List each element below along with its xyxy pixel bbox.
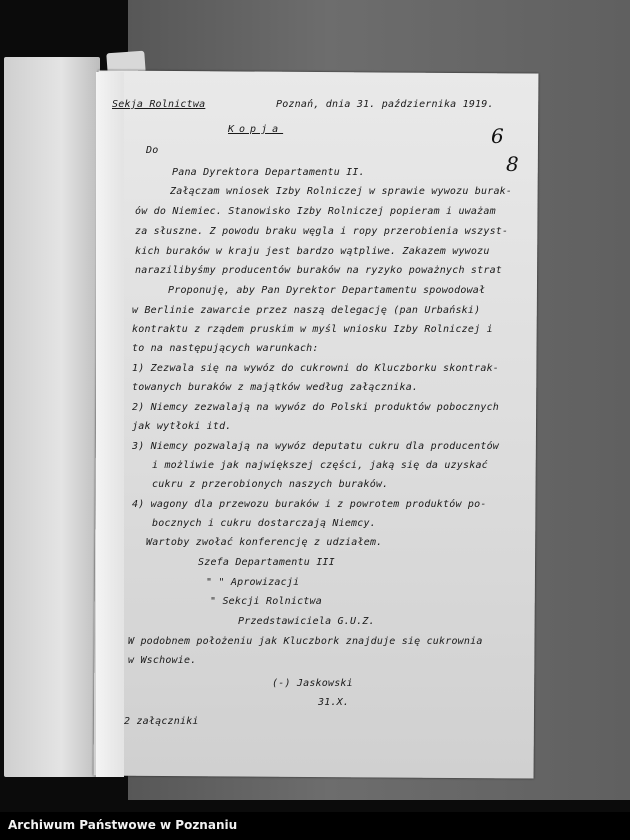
body-line: W podobnem położeniu jak Kluczbork znajduje się cukrownia xyxy=(128,636,483,647)
underlying-sheet xyxy=(4,57,100,777)
attendee-line: " Sekcji Rolnictwa xyxy=(210,596,322,607)
body-line: Proponuję, aby Pan Dyrektor Departamentu spowodował xyxy=(168,285,486,296)
body-line: ów do Niemiec. Stanowisko Izby Rolniczej popieram i uważam xyxy=(135,206,496,217)
sheet-margin-strip xyxy=(96,72,124,777)
body-line: jak wytłoki itd. xyxy=(132,421,232,432)
attachments-note: 2 załączniki xyxy=(124,716,199,727)
body-line: Załączam wniosek Izby Rolniczej w sprawie wywozu burak- xyxy=(170,186,513,197)
condition-item: 3) Niemcy pozwalają na wywóz deputatu cukru dla producentów xyxy=(132,441,500,452)
line-addressee: Pana Dyrektora Departamentu II. xyxy=(172,167,365,178)
body-line: w Wschowie. xyxy=(128,655,197,666)
condition-item: 2) Niemcy zezwalają na wywóz do Polski produktów pobocznych xyxy=(132,402,500,413)
handwritten-number-6: 6 xyxy=(491,124,504,148)
body-line: bocznych i cukru dostarczają Niemcy. xyxy=(152,518,376,529)
archive-credit: Archiwum Państwowe w Poznaniu xyxy=(8,818,238,832)
header-place-date: Poznań, dnia 31. października 1919. xyxy=(276,99,494,110)
handwritten-number-8: 8 xyxy=(506,152,519,176)
condition-item: 4) wagony dla przewozu buraków i z powrotem produktów po- xyxy=(132,499,487,510)
body-line: to na następujących warunkach: xyxy=(132,343,319,354)
signature-name: (-) Jaskowski xyxy=(272,678,353,689)
body-line: Wartoby zwołać konferencję z udziałem. xyxy=(146,537,383,548)
attendee-line: " " Aprowizacji xyxy=(206,577,300,588)
attendee-line: Szefa Departamentu III xyxy=(198,557,335,568)
body-line: za słuszne. Z powodu braku węgla i ropy przerobienia wszyst- xyxy=(135,226,509,237)
body-line: kontraktu z rządem pruskim w myśl wniosku Izby Rolniczej i xyxy=(132,324,493,335)
line-addressee-to: Do xyxy=(146,145,159,156)
attendee-line: Przedstawiciela G.U.Z. xyxy=(238,616,375,627)
body-line: i możliwie jak największej części, jaką się da uzyskać xyxy=(152,460,488,471)
signature-date: 31.X. xyxy=(318,697,350,708)
body-line: narazilibyśmy producentów buraków na ryzyko poważnych strat xyxy=(135,265,503,276)
body-line: towanych buraków z majątków według załącznika. xyxy=(132,382,419,393)
header-department: Sekja Rolnictwa xyxy=(112,99,206,110)
condition-item: 1) Zezwala się na wywóz do cukrowni do Kluczborku skontrak- xyxy=(132,363,500,374)
body-line: kich buraków w kraju jest bardzo wątpliwe. Zakazem wywozu xyxy=(135,246,490,257)
body-line: cukru z przerobionych naszych buraków. xyxy=(152,479,389,490)
body-line: w Berlinie zawarcie przez naszą delegację (pan Urbański) xyxy=(132,305,481,316)
document-title: Kopja xyxy=(228,124,284,135)
